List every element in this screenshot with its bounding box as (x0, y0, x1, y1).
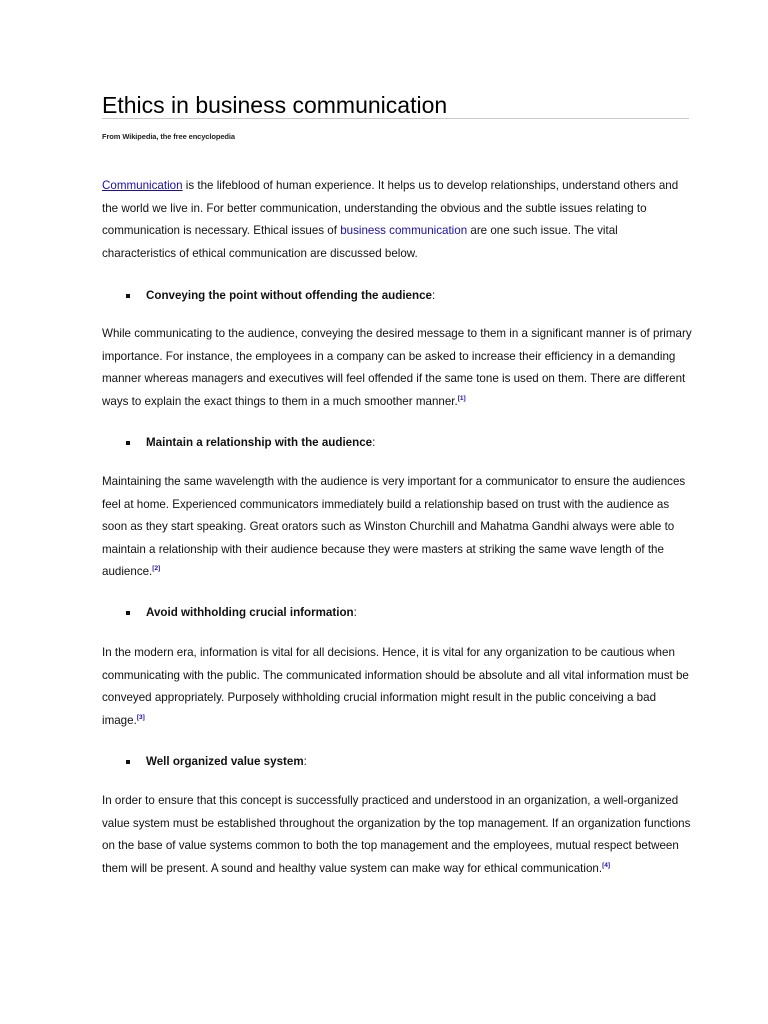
bullet-square-icon (126, 760, 130, 764)
reference-link-2[interactable]: [2] (152, 565, 161, 573)
section-heading: Conveying the point without offending the audience (146, 289, 432, 302)
page-subtitle: From Wikipedia, the free encyclopedia (102, 132, 235, 141)
section-heading: Maintain a relationship with the audience (146, 436, 373, 449)
reference-link-1[interactable]: [1] (457, 394, 466, 402)
section-paragraph-value-system (102, 790, 692, 880)
section-body: While communicating to the audience, conveying the desired message to them in a significant manner is of primary importance. For instance, the employees in a company can be asked to increase their efficiency in a demanding manner whereas managers and executives will feel offended if the same tone is used on them. There are different ways to explain the exact things to them in a much smoother manner. (102, 327, 692, 408)
section-heading: Well organized value system (146, 755, 304, 768)
section-heading: Avoid withholding crucial information (146, 606, 354, 619)
reference-link-4[interactable]: [4] (602, 861, 611, 869)
heading-colon: : (431, 289, 436, 302)
communication-link[interactable]: Communication (102, 179, 183, 192)
section-body: In the modern era, information is vital for all decisions. Hence, it is vital for any organization to be cautious when communicating with the public. The communicated information should be absolute and all vital information must be conveyed appropriately. Purposely withholding crucial information might result in the public conceiving a bad image. (102, 646, 689, 727)
heading-colon: : (372, 436, 376, 449)
section-body: Maintaining the same wavelength with the audience is very important for a communicator to ensure the audiences feel at home. Experienced communicators immediately build a relationship based on trust with the audience as soon as they start speaking. Great orators such as Winston Churchill and Mahatma Gandhi always were able to maintain a relationship with their audience because they were masters at striking the same wave length of the audience. (102, 475, 686, 579)
heading-colon: : (303, 755, 307, 768)
bullet-square-icon (126, 441, 130, 445)
section-paragraph-conveying (102, 323, 692, 413)
bullet-square-icon (126, 294, 130, 298)
section-paragraph-withholding (102, 642, 692, 732)
intro-text-2: are one such issue. The vital characteristics of ethical communication are discussed below. (102, 224, 618, 260)
bullet-square-icon (126, 611, 130, 615)
business-communication-link[interactable]: business communication (340, 224, 468, 238)
title-divider (102, 118, 689, 119)
section-body: In order to ensure that this concept is successfully practiced and understood in an organization, a well-organized value system must be established throughout the organization by the top management. If an organization functions on the base of value systems common to both the top management and the employees, mutual respect between them will be present. A sound and healthy value system can make way for ethical communication. (102, 794, 691, 875)
intro-paragraph (102, 175, 692, 265)
page-title: Ethics in business communication (102, 92, 448, 118)
reference-link-3[interactable]: [3] (136, 713, 145, 721)
section-paragraph-relationship (102, 471, 692, 584)
intro-text-1: is the lifeblood of human experience. It helps us to develop relationships, understand others and the world we live in. For better communication, understanding the obvious and the subtle issues relating to communication is necessary. Ethical issues of (102, 179, 679, 238)
heading-colon: : (353, 606, 357, 619)
